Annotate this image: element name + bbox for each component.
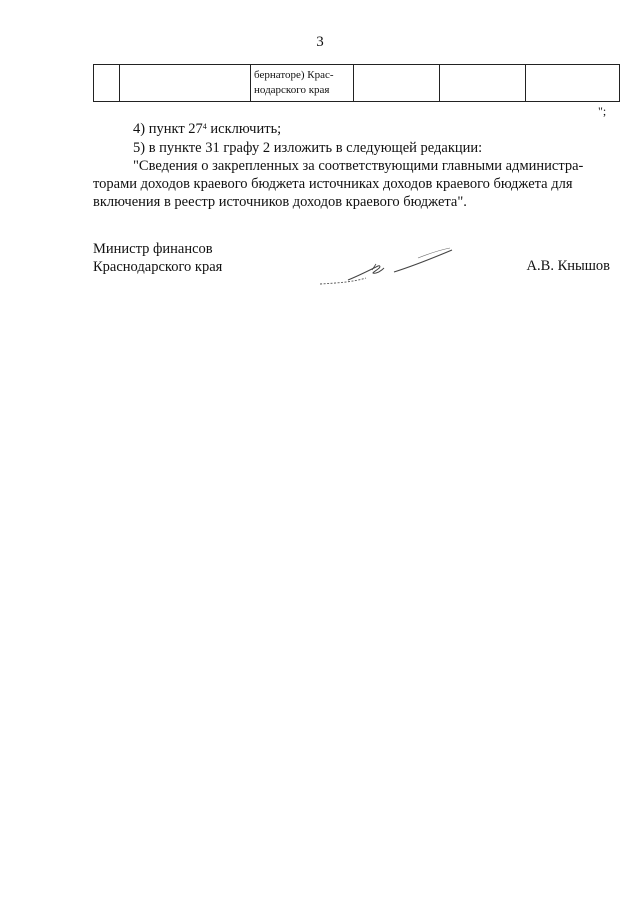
item-4-suffix: исключить;	[206, 121, 282, 137]
continuation-table	[93, 64, 620, 102]
quoted-line: включения в реестр источников доходов краевого бюджета".	[93, 194, 467, 210]
item-5: 5) в пункте 31 графу 2 изложить в следующей редакции:	[133, 140, 483, 156]
signer-name: А.В. Кнышов	[526, 258, 610, 274]
page-number: 3	[316, 34, 324, 50]
signature-title	[93, 240, 222, 276]
cell-line: нодарского края	[254, 84, 330, 96]
table-row	[94, 65, 620, 102]
table-cell	[120, 65, 251, 102]
item-4-text: 4) пункт 27	[133, 121, 203, 137]
table-cell	[94, 65, 120, 102]
item-4-superscript: 4	[202, 122, 207, 131]
closing-quote: ";	[598, 104, 607, 118]
item-4	[93, 120, 609, 138]
quoted-text	[93, 157, 609, 211]
table-cell	[526, 65, 620, 102]
quoted-line: торами доходов краевого бюджета источниках доходов краевого бюджета для	[93, 176, 573, 192]
table-cell	[354, 65, 440, 102]
quoted-line: "Сведения о закрепленных за соответствующими главными администра-	[133, 158, 584, 174]
cell-line: бернаторе) Крас-	[254, 69, 334, 81]
table-cell-text	[251, 65, 353, 98]
handwritten-signature	[318, 240, 458, 290]
table-cell	[440, 65, 526, 102]
table-cell	[251, 65, 354, 102]
signature-title-line: Министр финансов	[93, 241, 213, 257]
signature-title-line: Краснодарского края	[93, 259, 223, 275]
